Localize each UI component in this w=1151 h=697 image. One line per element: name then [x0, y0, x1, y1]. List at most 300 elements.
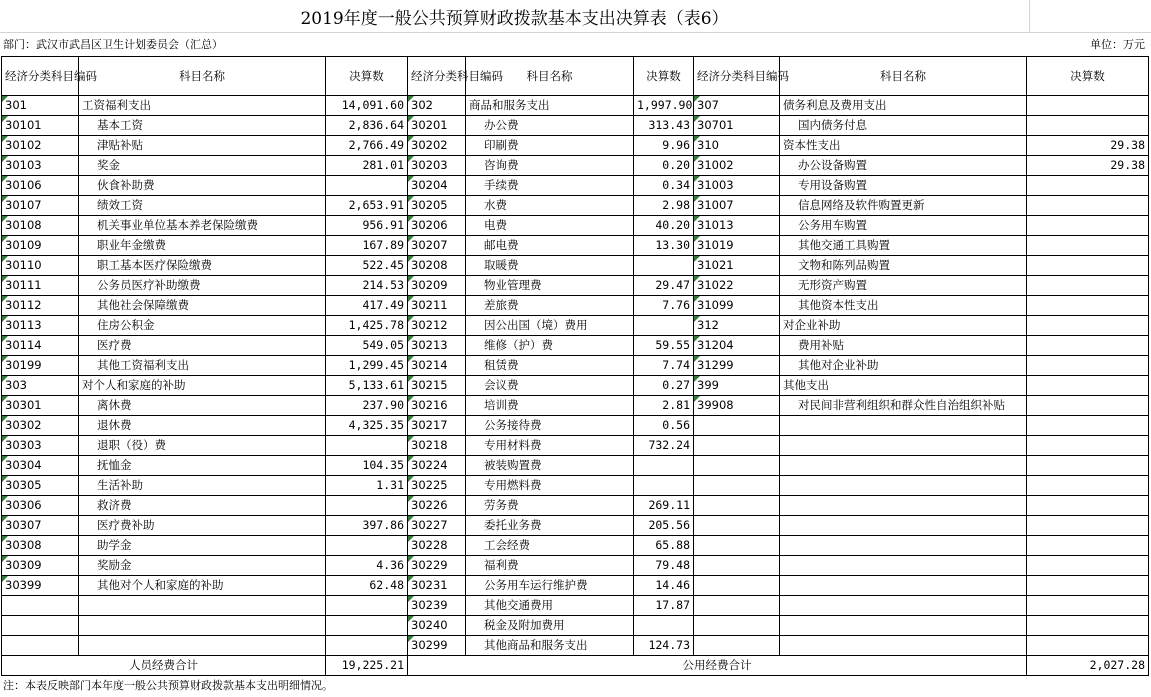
- amount-cell-3[interactable]: [1027, 456, 1149, 476]
- table-row: [2, 556, 1149, 576]
- name-cell-3[interactable]: 债务利息及费用支出: [780, 96, 1027, 116]
- name-cell-2[interactable]: 取暖费: [466, 256, 634, 276]
- code-cell-3[interactable]: [694, 556, 780, 576]
- name-cell-2[interactable]: 维修（护）费: [466, 336, 634, 356]
- code-cell-1[interactable]: 30109: [2, 236, 79, 256]
- amount-cell-2[interactable]: 0.20: [634, 156, 694, 176]
- personnel-total-label[interactable]: 人员经费合计: [2, 656, 326, 676]
- name-cell-1[interactable]: 基本工资: [79, 116, 326, 136]
- amount-cell-3[interactable]: [1027, 396, 1149, 416]
- amount-cell-3[interactable]: [1027, 496, 1149, 516]
- code-cell-2[interactable]: 30218: [408, 436, 466, 456]
- amount-cell-2[interactable]: 40.20: [634, 216, 694, 236]
- name-cell-1[interactable]: 退休费: [79, 416, 326, 436]
- name-cell-3[interactable]: [780, 516, 1027, 536]
- header-amount-2[interactable]: 决算数: [634, 57, 694, 96]
- amount-cell-2[interactable]: 0.34: [634, 176, 694, 196]
- name-cell-3[interactable]: 办公设备购置: [780, 156, 1027, 176]
- table-row: [2, 96, 1149, 116]
- amount-cell-3[interactable]: [1027, 476, 1149, 496]
- code-cell-1[interactable]: 30306: [2, 496, 79, 516]
- header-name-1[interactable]: 科目名称: [79, 57, 326, 96]
- name-cell-3[interactable]: [780, 436, 1027, 456]
- code-cell-1[interactable]: 30301: [2, 396, 79, 416]
- amount-cell-3[interactable]: 29.38: [1027, 136, 1149, 156]
- code-cell-2[interactable]: 30212: [408, 316, 466, 336]
- name-cell-3[interactable]: 对民间非营利组织和群众性自治组织补贴: [780, 396, 1027, 416]
- code-cell-2[interactable]: 30228: [408, 536, 466, 556]
- code-cell-1[interactable]: 30307: [2, 516, 79, 536]
- code-cell-1[interactable]: 30108: [2, 216, 79, 236]
- code-cell-2[interactable]: 30205: [408, 196, 466, 216]
- amount-cell-1[interactable]: 956.91: [326, 216, 408, 236]
- code-cell-2[interactable]: 30201: [408, 116, 466, 136]
- code-cell-3[interactable]: [694, 496, 780, 516]
- name-cell-2[interactable]: 差旅费: [466, 296, 634, 316]
- amount-cell-3[interactable]: [1027, 576, 1149, 596]
- table-row: [2, 456, 1149, 476]
- name-cell-3[interactable]: 其他支出: [780, 376, 1027, 396]
- name-cell-1[interactable]: [79, 596, 326, 616]
- table-row: [2, 156, 1149, 176]
- code-cell-1[interactable]: 30305: [2, 476, 79, 496]
- code-cell-3[interactable]: [694, 476, 780, 496]
- amount-cell-2[interactable]: 65.88: [634, 536, 694, 556]
- amount-cell-2[interactable]: 14.46: [634, 576, 694, 596]
- name-cell-1[interactable]: 工资福利支出: [79, 96, 326, 116]
- code-cell-1[interactable]: 30114: [2, 336, 79, 356]
- unit-label: 单位：万元: [1090, 38, 1145, 51]
- name-cell-3[interactable]: 国内债务付息: [780, 116, 1027, 136]
- code-cell-1[interactable]: 303: [2, 376, 79, 396]
- name-cell-3[interactable]: [780, 536, 1027, 556]
- code-cell-1[interactable]: 30101: [2, 116, 79, 136]
- code-cell-1[interactable]: 30199: [2, 356, 79, 376]
- name-cell-2[interactable]: 其他商品和服务支出: [466, 636, 634, 656]
- amount-cell-1[interactable]: [326, 176, 408, 196]
- name-cell-3[interactable]: 其他交通工具购置: [780, 236, 1027, 256]
- name-cell-3[interactable]: 费用补贴: [780, 336, 1027, 356]
- code-cell-3[interactable]: [694, 636, 780, 656]
- amount-cell-1[interactable]: 5,133.61: [326, 376, 408, 396]
- amount-cell-1[interactable]: 522.45: [326, 256, 408, 276]
- name-cell-1[interactable]: 机关事业单位基本养老保险缴费: [79, 216, 326, 236]
- name-cell-1[interactable]: 抚恤金: [79, 456, 326, 476]
- name-cell-3[interactable]: 专用设备购置: [780, 176, 1027, 196]
- amount-cell-1[interactable]: [326, 536, 408, 556]
- code-cell-2[interactable]: 30203: [408, 156, 466, 176]
- table-row: [2, 276, 1149, 296]
- amount-cell-1[interactable]: 214.53: [326, 276, 408, 296]
- amount-cell-2[interactable]: 205.56: [634, 516, 694, 536]
- code-cell-3[interactable]: 39908: [694, 396, 780, 416]
- code-cell-3[interactable]: [694, 536, 780, 556]
- amount-cell-3[interactable]: [1027, 116, 1149, 136]
- amount-cell-3[interactable]: [1027, 176, 1149, 196]
- code-cell-3[interactable]: [694, 416, 780, 436]
- amount-cell-1[interactable]: 2,766.49: [326, 136, 408, 156]
- amount-cell-1[interactable]: 62.48: [326, 576, 408, 596]
- code-cell-2[interactable]: 30213: [408, 336, 466, 356]
- amount-cell-1[interactable]: 549.05: [326, 336, 408, 356]
- amount-cell-1[interactable]: 417.49: [326, 296, 408, 316]
- code-cell-2[interactable]: 30224: [408, 456, 466, 476]
- name-cell-2[interactable]: 专用燃料费: [466, 476, 634, 496]
- table-row: [2, 476, 1149, 496]
- amount-cell-1[interactable]: 1,425.78: [326, 316, 408, 336]
- name-cell-3[interactable]: 公务用车购置: [780, 216, 1027, 236]
- amount-cell-1[interactable]: 2,653.91: [326, 196, 408, 216]
- code-cell-2[interactable]: 30217: [408, 416, 466, 436]
- header-name-3[interactable]: 科目名称: [780, 57, 1027, 96]
- name-cell-1[interactable]: 其他工资福利支出: [79, 356, 326, 376]
- name-cell-3[interactable]: 其他资本性支出: [780, 296, 1027, 316]
- code-cell-2[interactable]: 30216: [408, 396, 466, 416]
- table-row: [2, 136, 1149, 156]
- table-row: [2, 216, 1149, 236]
- code-cell-3[interactable]: 31204: [694, 336, 780, 356]
- name-cell-1[interactable]: 生活补助: [79, 476, 326, 496]
- amount-cell-1[interactable]: [326, 636, 408, 656]
- code-cell-1[interactable]: 30111: [2, 276, 79, 296]
- name-cell-2[interactable]: 物业管理费: [466, 276, 634, 296]
- table-row: [2, 296, 1149, 316]
- code-cell-1[interactable]: 30309: [2, 556, 79, 576]
- code-cell-3[interactable]: 31013: [694, 216, 780, 236]
- name-cell-2[interactable]: 因公出国（境）费用: [466, 316, 634, 336]
- header-code-2[interactable]: 经济分类科目编码: [408, 57, 466, 96]
- name-cell-3[interactable]: [780, 596, 1027, 616]
- name-cell-1[interactable]: 医疗费: [79, 336, 326, 356]
- name-cell-3[interactable]: [780, 576, 1027, 596]
- amount-cell-2[interactable]: [634, 616, 694, 636]
- table-row: [2, 256, 1149, 276]
- amount-cell-1[interactable]: 14,091.60: [326, 96, 408, 116]
- amount-cell-1[interactable]: 2,836.64: [326, 116, 408, 136]
- name-cell-1[interactable]: 公务员医疗补助缴费: [79, 276, 326, 296]
- name-cell-2[interactable]: 专用材料费: [466, 436, 634, 456]
- code-cell-3[interactable]: 31021: [694, 256, 780, 276]
- amount-cell-2[interactable]: 2.81: [634, 396, 694, 416]
- amount-cell-3[interactable]: [1027, 96, 1149, 116]
- name-cell-3[interactable]: 其他对企业补助: [780, 356, 1027, 376]
- table-row: [2, 496, 1149, 516]
- name-cell-1[interactable]: 救济费: [79, 496, 326, 516]
- amount-cell-1[interactable]: [326, 496, 408, 516]
- table-header-row: [2, 57, 1149, 96]
- amount-cell-2[interactable]: 7.74: [634, 356, 694, 376]
- code-cell-3[interactable]: [694, 436, 780, 456]
- name-cell-2[interactable]: 办公费: [466, 116, 634, 136]
- amount-cell-2[interactable]: 29.47: [634, 276, 694, 296]
- name-cell-1[interactable]: 住房公积金: [79, 316, 326, 336]
- name-cell-2[interactable]: 委托业务费: [466, 516, 634, 536]
- name-cell-1[interactable]: 津贴补贴: [79, 136, 326, 156]
- amount-cell-1[interactable]: 104.35: [326, 456, 408, 476]
- amount-cell-2[interactable]: 124.73: [634, 636, 694, 656]
- code-cell-3[interactable]: [694, 516, 780, 536]
- amount-cell-3[interactable]: [1027, 216, 1149, 236]
- department-row: [0, 32, 1151, 54]
- amount-cell-2[interactable]: 732.24: [634, 436, 694, 456]
- name-cell-1[interactable]: 其他对个人和家庭的补助: [79, 576, 326, 596]
- code-cell-1[interactable]: 30303: [2, 436, 79, 456]
- amount-cell-3[interactable]: [1027, 376, 1149, 396]
- table-row: [2, 436, 1149, 456]
- name-cell-1[interactable]: 退职（役）费: [79, 436, 326, 456]
- table-row: [2, 196, 1149, 216]
- code-cell-1[interactable]: 30102: [2, 136, 79, 156]
- name-cell-1[interactable]: 奖金: [79, 156, 326, 176]
- code-cell-3[interactable]: 31299: [694, 356, 780, 376]
- name-cell-2[interactable]: 会议费: [466, 376, 634, 396]
- table-row: [2, 336, 1149, 356]
- code-cell-3[interactable]: 307: [694, 96, 780, 116]
- name-cell-1[interactable]: 助学金: [79, 536, 326, 556]
- amount-cell-2[interactable]: [634, 476, 694, 496]
- amount-cell-2[interactable]: [634, 456, 694, 476]
- title-row: [0, 0, 1151, 33]
- amount-cell-3[interactable]: [1027, 416, 1149, 436]
- code-cell-3[interactable]: 30701: [694, 116, 780, 136]
- amount-cell-2[interactable]: [634, 256, 694, 276]
- code-cell-3[interactable]: 310: [694, 136, 780, 156]
- table-row: [2, 236, 1149, 256]
- name-cell-2[interactable]: 手续费: [466, 176, 634, 196]
- code-cell-2[interactable]: 30226: [408, 496, 466, 516]
- code-cell-1[interactable]: 30106: [2, 176, 79, 196]
- name-cell-2[interactable]: 被装购置费: [466, 456, 634, 476]
- code-cell-3[interactable]: 31007: [694, 196, 780, 216]
- table-row: [2, 536, 1149, 556]
- header-name-2[interactable]: 科目名称: [466, 57, 634, 96]
- code-cell-1[interactable]: 30399: [2, 576, 79, 596]
- name-cell-2[interactable]: 税金及附加费用: [466, 616, 634, 636]
- code-cell-1[interactable]: 30304: [2, 456, 79, 476]
- code-cell-1[interactable]: 30107: [2, 196, 79, 216]
- table-row: [2, 636, 1149, 656]
- amount-cell-2[interactable]: 0.27: [634, 376, 694, 396]
- name-cell-3[interactable]: 信息网络及软件购置更新: [780, 196, 1027, 216]
- amount-cell-2[interactable]: 269.11: [634, 496, 694, 516]
- name-cell-2[interactable]: 水费: [466, 196, 634, 216]
- name-cell-2[interactable]: 租赁费: [466, 356, 634, 376]
- table-body: [2, 96, 1149, 656]
- amount-cell-3[interactable]: [1027, 276, 1149, 296]
- amount-cell-3[interactable]: [1027, 516, 1149, 536]
- amount-cell-3[interactable]: [1027, 536, 1149, 556]
- amount-cell-2[interactable]: 0.56: [634, 416, 694, 436]
- totals-row: [2, 656, 1149, 676]
- name-cell-2[interactable]: 培训费: [466, 396, 634, 416]
- name-cell-1[interactable]: 绩效工资: [79, 196, 326, 216]
- amount-cell-3[interactable]: [1027, 336, 1149, 356]
- amount-cell-3[interactable]: [1027, 316, 1149, 336]
- table-row: [2, 176, 1149, 196]
- code-cell-2[interactable]: 30207: [408, 236, 466, 256]
- code-cell-3[interactable]: [694, 456, 780, 476]
- amount-cell-1[interactable]: 4,325.35: [326, 416, 408, 436]
- amount-cell-2[interactable]: 17.87: [634, 596, 694, 616]
- code-cell-2[interactable]: 30227: [408, 516, 466, 536]
- header-code-3[interactable]: 经济分类科目编码: [694, 57, 780, 96]
- amount-cell-1[interactable]: [326, 616, 408, 636]
- name-cell-2[interactable]: 公务接待费: [466, 416, 634, 436]
- code-cell-1[interactable]: 301: [2, 96, 79, 116]
- table-note: 注：本表反映部门本年度一般公共预算财政拨款基本支出明细情况。: [3, 679, 333, 692]
- code-cell-2[interactable]: 30229: [408, 556, 466, 576]
- amount-cell-1[interactable]: 281.01: [326, 156, 408, 176]
- amount-cell-3[interactable]: [1027, 296, 1149, 316]
- code-cell-3[interactable]: [694, 576, 780, 596]
- code-cell-2[interactable]: 30202: [408, 136, 466, 156]
- name-cell-2[interactable]: 邮电费: [466, 236, 634, 256]
- amount-cell-2[interactable]: 7.76: [634, 296, 694, 316]
- code-cell-2[interactable]: 302: [408, 96, 466, 116]
- name-cell-1[interactable]: 医疗费补助: [79, 516, 326, 536]
- code-cell-1[interactable]: 30110: [2, 256, 79, 276]
- name-cell-3[interactable]: [780, 416, 1027, 436]
- amount-cell-2[interactable]: 313.43: [634, 116, 694, 136]
- name-cell-2[interactable]: 公务用车运行维护费: [466, 576, 634, 596]
- name-cell-2[interactable]: 劳务费: [466, 496, 634, 516]
- name-cell-3[interactable]: 对企业补助: [780, 316, 1027, 336]
- name-cell-3[interactable]: 无形资产购置: [780, 276, 1027, 296]
- name-cell-3[interactable]: 资本性支出: [780, 136, 1027, 156]
- code-cell-1[interactable]: 30113: [2, 316, 79, 336]
- code-cell-1[interactable]: 30302: [2, 416, 79, 436]
- code-cell-2[interactable]: 30204: [408, 176, 466, 196]
- name-cell-3[interactable]: [780, 636, 1027, 656]
- name-cell-2[interactable]: 工会经费: [466, 536, 634, 556]
- public-total-label[interactable]: 公用经费合计: [408, 656, 1027, 676]
- header-amount-3[interactable]: 决算数: [1027, 57, 1149, 96]
- amount-cell-3[interactable]: [1027, 236, 1149, 256]
- code-cell-3[interactable]: 31019: [694, 236, 780, 256]
- amount-cell-2[interactable]: [634, 316, 694, 336]
- code-cell-2[interactable]: 30215: [408, 376, 466, 396]
- amount-cell-2[interactable]: 13.30: [634, 236, 694, 256]
- code-cell-3[interactable]: 31002: [694, 156, 780, 176]
- public-total-value[interactable]: 2,027.28: [1027, 656, 1149, 676]
- table-row: [2, 396, 1149, 416]
- name-cell-3[interactable]: [780, 496, 1027, 516]
- name-cell-3[interactable]: [780, 616, 1027, 636]
- amount-cell-2[interactable]: 59.55: [634, 336, 694, 356]
- name-cell-1[interactable]: 离休费: [79, 396, 326, 416]
- name-cell-1[interactable]: 奖励金: [79, 556, 326, 576]
- code-cell-3[interactable]: 31022: [694, 276, 780, 296]
- code-cell-2[interactable]: 30239: [408, 596, 466, 616]
- code-cell-2[interactable]: 30209: [408, 276, 466, 296]
- code-cell-1[interactable]: [2, 616, 79, 636]
- amount-cell-1[interactable]: 1.31: [326, 476, 408, 496]
- code-cell-1[interactable]: 30308: [2, 536, 79, 556]
- code-cell-3[interactable]: 31003: [694, 176, 780, 196]
- amount-cell-1[interactable]: [326, 436, 408, 456]
- code-cell-1[interactable]: [2, 636, 79, 656]
- code-cell-3[interactable]: 399: [694, 376, 780, 396]
- amount-cell-3[interactable]: [1027, 556, 1149, 576]
- table-row: [2, 116, 1149, 136]
- code-cell-3[interactable]: [694, 616, 780, 636]
- code-cell-1[interactable]: 30112: [2, 296, 79, 316]
- code-cell-2[interactable]: 30214: [408, 356, 466, 376]
- code-cell-2[interactable]: 30206: [408, 216, 466, 236]
- amount-cell-1[interactable]: 237.90: [326, 396, 408, 416]
- code-cell-3[interactable]: [694, 596, 780, 616]
- code-cell-2[interactable]: 30211: [408, 296, 466, 316]
- amount-cell-2[interactable]: 2.98: [634, 196, 694, 216]
- header-code-1[interactable]: 经济分类科目编码: [2, 57, 79, 96]
- code-cell-2[interactable]: 30208: [408, 256, 466, 276]
- name-cell-1[interactable]: 对个人和家庭的补助: [79, 376, 326, 396]
- amount-cell-2[interactable]: 9.96: [634, 136, 694, 156]
- name-cell-3[interactable]: [780, 556, 1027, 576]
- code-cell-3[interactable]: 31099: [694, 296, 780, 316]
- amount-cell-2[interactable]: 79.48: [634, 556, 694, 576]
- code-cell-1[interactable]: [2, 596, 79, 616]
- name-cell-2[interactable]: 其他交通费用: [466, 596, 634, 616]
- code-cell-3[interactable]: 312: [694, 316, 780, 336]
- amount-cell-3[interactable]: [1027, 356, 1149, 376]
- amount-cell-3[interactable]: [1027, 636, 1149, 656]
- name-cell-1[interactable]: 伙食补助费: [79, 176, 326, 196]
- name-cell-1[interactable]: 职业年金缴费: [79, 236, 326, 256]
- amount-cell-3[interactable]: [1027, 196, 1149, 216]
- name-cell-1[interactable]: 其他社会保障缴费: [79, 296, 326, 316]
- amount-cell-1[interactable]: 397.86: [326, 516, 408, 536]
- name-cell-3[interactable]: [780, 456, 1027, 476]
- amount-cell-1[interactable]: 4.36: [326, 556, 408, 576]
- table-row: [2, 576, 1149, 596]
- name-cell-1[interactable]: 职工基本医疗保险缴费: [79, 256, 326, 276]
- table-row: [2, 596, 1149, 616]
- name-cell-3[interactable]: [780, 476, 1027, 496]
- name-cell-1[interactable]: [79, 636, 326, 656]
- name-cell-3[interactable]: 文物和陈列品购置: [780, 256, 1027, 276]
- name-cell-2[interactable]: 福利费: [466, 556, 634, 576]
- code-cell-1[interactable]: 30103: [2, 156, 79, 176]
- code-cell-2[interactable]: 30231: [408, 576, 466, 596]
- name-cell-2[interactable]: 商品和服务支出: [466, 96, 634, 116]
- amount-cell-1[interactable]: [326, 596, 408, 616]
- amount-cell-1[interactable]: 1,299.45: [326, 356, 408, 376]
- amount-cell-1[interactable]: 167.89: [326, 236, 408, 256]
- code-cell-2[interactable]: 30225: [408, 476, 466, 496]
- table-row: [2, 516, 1149, 536]
- code-cell-2[interactable]: 30240: [408, 616, 466, 636]
- name-cell-2[interactable]: 电费: [466, 216, 634, 236]
- name-cell-1[interactable]: [79, 616, 326, 636]
- table-row: [2, 356, 1149, 376]
- amount-cell-2[interactable]: 1,997.90: [634, 96, 694, 116]
- amount-cell-3[interactable]: [1027, 596, 1149, 616]
- amount-cell-3[interactable]: [1027, 616, 1149, 636]
- table-row: [2, 616, 1149, 636]
- table-row: [2, 416, 1149, 436]
- name-cell-2[interactable]: 咨询费: [466, 156, 634, 176]
- amount-cell-3[interactable]: [1027, 256, 1149, 276]
- code-cell-2[interactable]: 30299: [408, 636, 466, 656]
- name-cell-2[interactable]: 印刷费: [466, 136, 634, 156]
- page-title: 2019年度一般公共预算财政拨款基本支出决算表（表6）: [300, 9, 729, 29]
- table-row: [2, 376, 1149, 396]
- amount-cell-3[interactable]: [1027, 436, 1149, 456]
- header-amount-1[interactable]: 决算数: [326, 57, 408, 96]
- amount-cell-3[interactable]: 29.38: [1027, 156, 1149, 176]
- personnel-total-value[interactable]: 19,225.21: [326, 656, 408, 676]
